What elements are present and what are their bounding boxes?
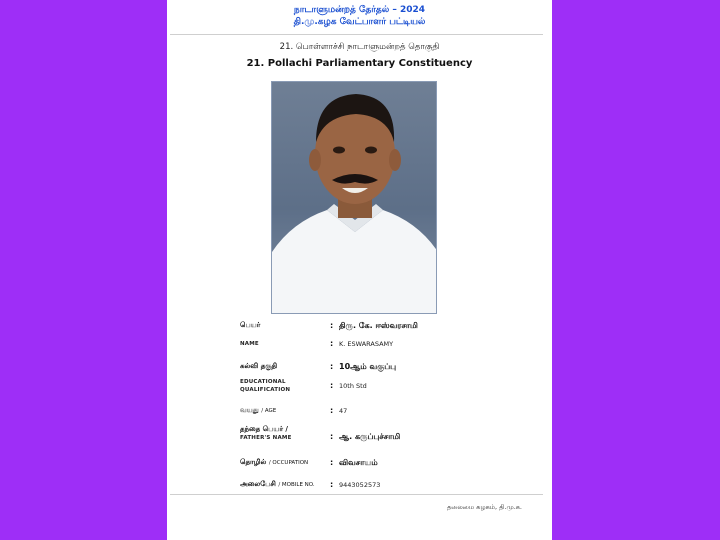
age-value: 47 [339, 407, 348, 415]
footer-divider [170, 494, 543, 495]
father-value: ஆ. கருப்புச்சாமி [339, 432, 401, 441]
education-tamil-value: 10ஆம் வகுப்பு [339, 362, 397, 371]
election-title: நாடாளுமன்றத் தேர்தல் – 2024 [293, 5, 426, 15]
education-tamil-label: கல்வி தகுதி [240, 362, 278, 370]
page-header [167, 4, 552, 28]
age-label: வயது / AGE [240, 406, 277, 414]
colon: : [330, 381, 334, 390]
candidate-page [167, 0, 552, 540]
colon: : [330, 480, 334, 489]
colon: : [330, 321, 334, 330]
education-english-value: 10th Std [339, 382, 367, 390]
education-english-label: EDUCATIONAL QUALIFICATION [240, 379, 291, 393]
colon: : [330, 339, 334, 348]
colon: : [330, 432, 334, 441]
name-tamil-label: பெயர் [240, 321, 261, 329]
header-divider [170, 34, 543, 35]
constituency-english: 21. Pollachi Parliamentary Constituency [246, 58, 473, 69]
name-english-value: K. ESWARASAMY [339, 340, 394, 348]
occupation-label: தொழில் / OCCUPATION [240, 458, 309, 466]
name-english-label: NAME [240, 341, 259, 347]
colon: : [330, 362, 334, 371]
colon: : [330, 458, 334, 467]
candidate-list-title: தி.மு.கழக வேட்பாளர் பட்டியல் [293, 17, 426, 27]
mobile-label: அலைபேசி / MOBILE NO. [240, 480, 315, 488]
mobile-value: 9443052573 [339, 481, 381, 489]
footer-text: தலைமை கழகம், தி.மு.க. [446, 503, 522, 511]
constituency-tamil: 21. பொள்ளாச்சி நாடாளுமன்றத் தொகுதி [279, 42, 440, 52]
name-tamil-value: திரு. கே. ஈஸ்வரசாமி [339, 321, 418, 330]
father-label: தந்தை பெயர் / FATHER'S NAME [240, 425, 292, 441]
colon: : [330, 406, 334, 415]
candidate-photo [271, 81, 437, 314]
occupation-value: விவசாயம் [339, 458, 378, 467]
